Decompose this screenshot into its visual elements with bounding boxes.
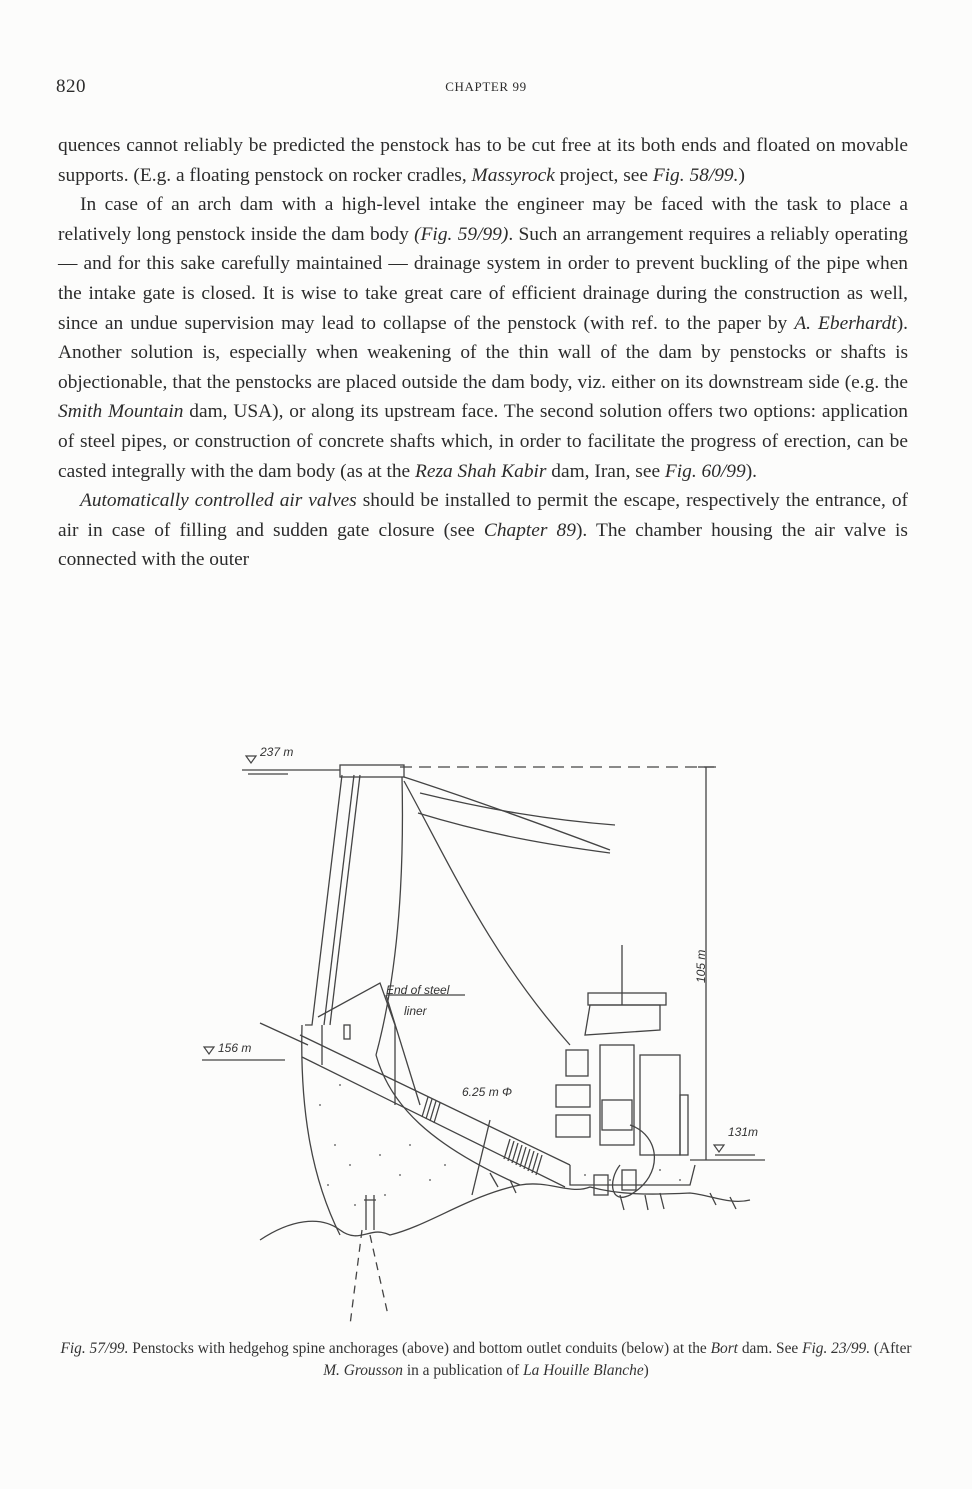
page-number: 820: [56, 76, 86, 97]
italic-run: Fig. 60/99: [664, 460, 746, 482]
italic-run: Fig. 57/99.: [60, 1340, 129, 1357]
text-run: Penstocks with hedgehog spine anchorages (above) and bottom outlet conduits (below) at the: [128, 1340, 711, 1357]
dam-cross-section-figure: [190, 725, 780, 1325]
paragraph-1: [58, 131, 908, 190]
text-run: ). Another solution is, especially when weakening of the thin wall of the dam by penstocks or shafts is objectionable, that the penstocks are placed outside the dam body, viz. either on its downstream side (e.g. the: [58, 312, 909, 393]
text-run: ): [738, 164, 745, 186]
italic-run: Reza Shah Kabir: [415, 460, 547, 482]
label-liner-line2: liner: [404, 1004, 427, 1018]
power-house: [556, 945, 695, 1197]
text-run: (After: [870, 1340, 912, 1357]
italic-run: Chapter 89: [483, 519, 576, 541]
text-run: dam. See: [737, 1340, 803, 1357]
reservoir-curve-1: [420, 793, 615, 825]
text-run: dam, Iran, see: [546, 460, 665, 482]
mid-level-leader: [260, 1023, 308, 1045]
paragraph-2: [58, 190, 908, 486]
italic-run: La Houille Blanche: [523, 1362, 644, 1379]
top-level-triangle: [246, 756, 256, 763]
italic-run: A. Eberhardt: [794, 312, 897, 334]
diameter-leader: [472, 1120, 490, 1195]
paragraph-3: [58, 486, 908, 575]
dam-base-downstream: [376, 1055, 520, 1185]
italic-run: Fig. 23/99.: [802, 1340, 871, 1357]
text-run: should be installed to permit the escape, respectively the entrance, of air in case of filling and sudden gate closure (see: [58, 490, 908, 541]
text-run: In case of an arch dam with a high-level intake the engineer may be faced with the task to place a relatively long penstock inside the dam body: [58, 194, 908, 245]
penstock-inner-wall-2: [330, 775, 360, 1025]
grout-curtain: [350, 1195, 388, 1325]
figure-caption: [60, 1338, 912, 1382]
page-header: [56, 76, 916, 100]
text-run: ): [643, 1362, 649, 1379]
gallery-opening: [344, 1025, 350, 1039]
text-run: . Such an arrangement requires a reliably operating — and for this sake carefully maintained — drainage system in order to prevent buckling of the pipe when the intake gate is closed. It is wise to take great care of efficient drainage during the construction as well, since an undue supervision may lead to collapse of the penstock (with ref. to the paper by: [58, 223, 908, 334]
label-diameter: 6.25 m Φ: [462, 1085, 513, 1099]
label-liner-line1: End of steel: [386, 983, 450, 997]
text-run: dam, USA), or along its upstream face. The second solution offers two options: application of steel pipes, or construction of concrete shafts which, in order to facilitate the progress of erection, can be casted integrally with the dam body (as at the: [58, 401, 908, 482]
italic-run: Massyrock: [471, 164, 555, 186]
label-level-top: 237 m: [260, 745, 294, 759]
mid-level-triangle: [204, 1047, 214, 1054]
tail-level-triangle: [714, 1145, 724, 1152]
text-run: in a publication of: [403, 1362, 524, 1379]
ground-profile: [260, 1184, 750, 1240]
text-run: project, see: [554, 164, 653, 186]
italic-run: Automatically controlled air valves: [80, 490, 357, 512]
hedgehog-anchorages: [422, 1097, 542, 1175]
text-run: ). The chamber housing the air valve is connected with the outer: [58, 519, 908, 571]
label-height: 105 m: [694, 949, 708, 983]
penstock-upper-line: [300, 1035, 570, 1165]
label-level-mid: 156 m: [218, 1041, 252, 1055]
running-head: CHAPTER 99: [445, 79, 527, 94]
label-level-tail: 131m: [728, 1125, 759, 1139]
italic-run: Fig. 58/99.: [652, 164, 739, 186]
dam-base-upstream: [302, 1025, 340, 1235]
body-text: [58, 131, 908, 575]
text-run: quences cannot reliably be predicted the penstock has to be cut free at its both ends and floated on movable supports. (E.g. a floating penstock on rocker cradles,: [58, 135, 908, 186]
dam-diagram: [190, 725, 780, 1325]
dam-upstream-face: [305, 775, 342, 1025]
dam-downstream-face: [376, 777, 402, 1055]
dam-crest: [340, 765, 404, 777]
interior-gallery-outline: [318, 983, 395, 1105]
arch-curve-2: [404, 781, 570, 1045]
penstock-lower-line: [302, 1057, 565, 1187]
penstock-inner-wall-1: [324, 775, 354, 1025]
italic-run: (Fig. 59/99): [414, 223, 509, 245]
italic-run: M. Grousson: [323, 1362, 403, 1379]
italic-run: Bort: [710, 1340, 738, 1357]
reservoir-curve-2: [418, 813, 610, 853]
text-run: ).: [745, 460, 758, 482]
italic-run: Smith Mountain: [58, 401, 184, 423]
